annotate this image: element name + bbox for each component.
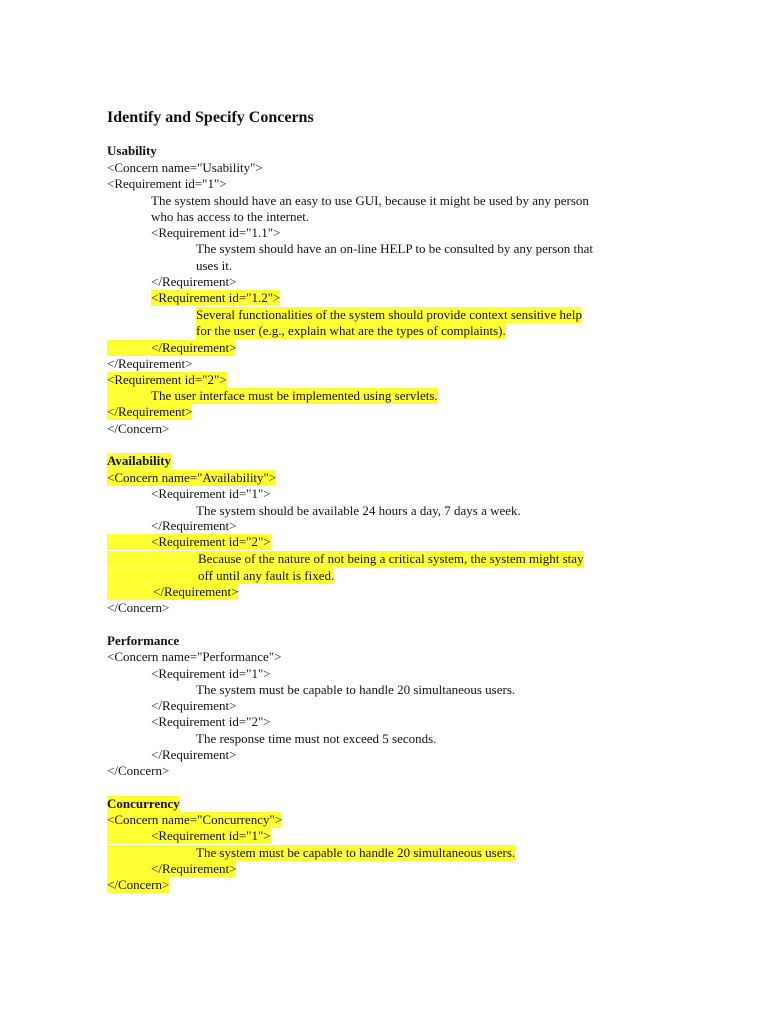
highlight-band [107, 568, 198, 584]
concurrency-concern-close: </Concern> [107, 877, 170, 892]
usability-req2-text: The user interface must be implemented using servlets. [151, 388, 438, 403]
highlight-band [107, 388, 151, 404]
usability-concern-open: <Concern name="Usability"> [107, 160, 263, 175]
availability-concern-open: <Concern name="Availability"> [107, 470, 277, 485]
performance-req2-text: The response time must not exceed 5 seconds. [196, 731, 437, 746]
page-title: Identify and Specify Concerns [107, 109, 314, 126]
usability-req2-open: <Requirement id="2"> [107, 372, 227, 387]
highlight-band [107, 584, 153, 600]
highlight-band [107, 551, 198, 567]
availability-heading: Availability [107, 453, 172, 468]
highlight-band [107, 828, 151, 844]
usability-req11-close: </Requirement> [151, 274, 237, 289]
performance-req1-open: <Requirement id="1"> [151, 666, 271, 681]
availability-req1-open: <Requirement id="1"> [151, 486, 271, 501]
usability-req11-open: <Requirement id="1.1"> [151, 225, 281, 240]
usability-req12-open: <Requirement id="1.2"> [151, 290, 281, 305]
performance-req2-close: </Requirement> [151, 747, 237, 762]
concurrency-heading: Concurrency [107, 796, 180, 811]
usability-req1-text-2: who has access to the internet. [151, 209, 310, 224]
concurrency-req1-close: </Requirement> [151, 861, 237, 876]
highlight-band [107, 845, 196, 861]
availability-req2-close: </Requirement> [153, 584, 239, 599]
usability-req12-text-1: Several functionalities of the system should provide context sensitive help [196, 307, 582, 322]
usability-req2-close: </Requirement> [107, 404, 193, 419]
performance-concern-open: <Concern name="Performance"> [107, 649, 282, 664]
usability-heading: Usability [107, 143, 157, 158]
concurrency-req1-open: <Requirement id="1"> [151, 828, 271, 843]
usability-req1-close: </Requirement> [107, 356, 193, 371]
availability-req2-text-1: Because of the nature of not being a critical system, the system might stay [198, 551, 584, 566]
usability-req11-text-2: uses it. [196, 258, 233, 273]
concurrency-req1-text: The system must be capable to handle 20 simultaneous users. [196, 845, 516, 860]
concurrency-concern-open: <Concern name="Concurrency"> [107, 812, 283, 827]
highlight-band [107, 534, 151, 550]
availability-req2-text-2: off until any fault is fixed. [198, 568, 335, 583]
availability-req2-open: <Requirement id="2"> [151, 534, 271, 549]
performance-concern-close: </Concern> [107, 763, 170, 778]
usability-req11-text-1: The system should have an on-line HELP to be consulted by any person that [196, 241, 594, 256]
performance-heading: Performance [107, 633, 180, 648]
availability-req1-close: </Requirement> [151, 518, 237, 533]
usability-concern-close: </Concern> [107, 421, 170, 436]
availability-req1-text: The system should be available 24 hours a day, 7 days a week. [196, 503, 521, 518]
usability-req12-close: </Requirement> [151, 340, 237, 355]
performance-req2-open: <Requirement id="2"> [151, 714, 271, 729]
highlight-band [107, 861, 151, 877]
availability-concern-close: </Concern> [107, 600, 170, 615]
highlight-band [107, 340, 151, 356]
usability-req1-open: <Requirement id="1"> [107, 176, 227, 191]
usability-req12-text-2: for the user (e.g., explain what are the types of complaints). [196, 323, 506, 338]
performance-req1-close: </Requirement> [151, 698, 237, 713]
performance-req1-text: The system must be capable to handle 20 simultaneous users. [196, 682, 516, 697]
usability-req1-text-1: The system should have an easy to use GUI, because it might be used by any person [151, 193, 589, 208]
